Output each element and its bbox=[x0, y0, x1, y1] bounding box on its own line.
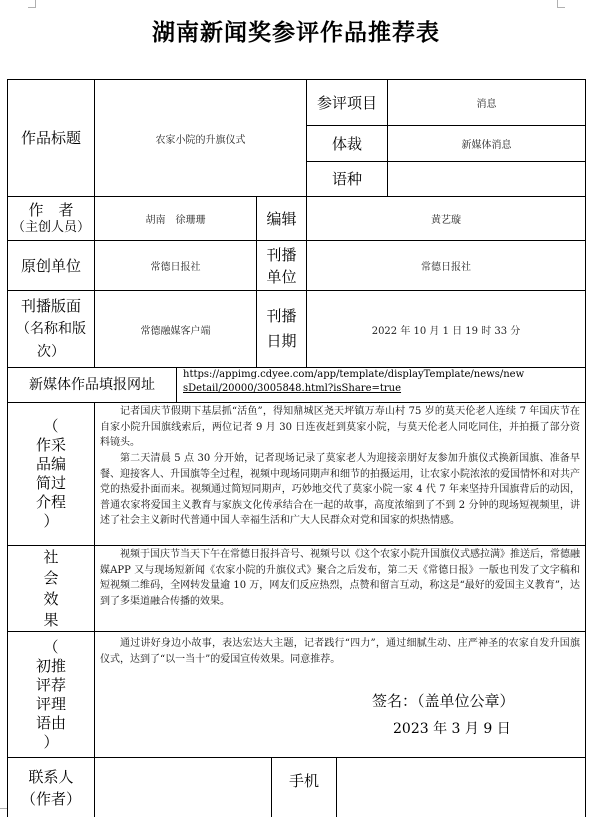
language-value bbox=[388, 162, 585, 196]
author-label-line1: 作 者 bbox=[28, 200, 74, 219]
work-title-value: 农家小院的升旗仪式 bbox=[155, 134, 246, 146]
process-paragraph-2: 第二天清晨 5 点 30 分开始，记者现场记录了莫家老人为迎接亲朋好友参加升旗仪式换新国旗、准备早餐、迎接客人、升国旗等全过程，视频中现场同期声和细节的拍摄运用，让农家小院浓浓的爱国情怀和对共产党的热爱扑面而来。视频通过简短同期声，巧妙地交代了莫家小院一家 4 代 7 年来坚持升国旗背后的动因，普通农家将爱国主义教育与家族文化传承结合在一起的故事，高度浓缩到了不到 2 分钟的现场短视频里，讲述了社会主义新时代普通中国人幸福生活和广大人民群众对党和国家的炽热情感。 bbox=[100, 453, 580, 527]
editor-value: 黄艺璇 bbox=[431, 215, 461, 226]
layout-label-line3: 次） bbox=[37, 343, 65, 360]
publish-unit-label-line1: 刊播 bbox=[266, 245, 297, 264]
process-label-line: 品编 bbox=[35, 455, 66, 473]
genre-value: 新媒体消息 bbox=[461, 140, 512, 151]
language-label: 语种 bbox=[331, 170, 362, 188]
category-value: 消息 bbox=[476, 99, 497, 110]
layout-label-line1: 刊播版面 bbox=[20, 296, 81, 315]
process-label-line: ） bbox=[43, 512, 59, 530]
editor-label: 编辑 bbox=[266, 209, 297, 228]
recommend-label-line: （ bbox=[43, 637, 59, 656]
recommend-paragraph: 通过讲好身边小故事，表达宏达大主题，记者践行“四力”，通过细腻生动、庄严神圣的农家自发升国旗仪式，达到了“以一当十”的爱国宣传效果。同意推荐。 bbox=[100, 638, 580, 665]
process-label-line: 介程 bbox=[35, 493, 66, 511]
original-unit-value: 常德日报社 bbox=[150, 262, 201, 273]
author-label bbox=[8, 197, 94, 240]
publish-date-label-line2: 日期 bbox=[266, 332, 297, 350]
url-line1[interactable]: https://appimg.cdyee.com/app/template/displayTemplate/news/new bbox=[183, 369, 525, 380]
publish-date-value: 2022 年 10 月 1 日 19 时 33 分 bbox=[371, 325, 521, 337]
recommend-label-line: 评理 bbox=[35, 694, 66, 713]
url-line2[interactable]: sDetail/20000/3005848.html?isShare=true bbox=[183, 383, 402, 394]
contact-label bbox=[8, 758, 94, 817]
publish-date-label bbox=[257, 291, 306, 367]
effect-label-line: 会 bbox=[43, 568, 59, 587]
category-label: 参评项目 bbox=[316, 93, 377, 112]
layout-value: 常德融媒客户端 bbox=[140, 325, 211, 337]
page-title: 湖南新闻奖参评作品推荐表 bbox=[152, 20, 440, 46]
contact-value bbox=[95, 758, 271, 817]
publish-unit-label bbox=[257, 241, 306, 290]
url-value[interactable] bbox=[177, 368, 585, 402]
url-label: 新媒体作品填报网址 bbox=[29, 377, 155, 393]
effect-label-line: 效 bbox=[43, 589, 59, 608]
phone-label: 手机 bbox=[288, 772, 319, 790]
process-label-line: 作采 bbox=[35, 436, 66, 454]
recommend-label-line: ） bbox=[43, 732, 59, 751]
process-label bbox=[8, 403, 94, 545]
contact-label-line1: 联系人 bbox=[28, 767, 74, 786]
process-label-line: （ bbox=[43, 417, 59, 435]
sign-date: 2023 年 3 月 9 日 bbox=[393, 721, 511, 737]
publish-date-label-line1: 刊播 bbox=[266, 307, 297, 325]
publish-unit-value: 常德日报社 bbox=[421, 262, 471, 273]
genre-label: 体裁 bbox=[331, 134, 362, 153]
effect-label bbox=[8, 546, 94, 631]
signature-line: 签名：（盖单位公章） bbox=[372, 692, 515, 710]
contact-label-line2: （作者） bbox=[20, 789, 81, 808]
work-title-label bbox=[8, 80, 94, 196]
recommend-label bbox=[8, 632, 94, 757]
recommend-label-line: 评荐 bbox=[35, 675, 66, 694]
effect-label-line: 社 bbox=[43, 547, 59, 566]
original-unit-label: 原创单位 bbox=[20, 256, 81, 275]
process-label-line: 简过 bbox=[35, 474, 66, 492]
process-paragraph-1: 记者国庆节假期下基层抓“活鱼”，得知鼎城区尧天坪镇万寿山村 75 岁的莫天伦老人连续 7 年国庆节在自家小院升国旗线索后，两位记者 9 月 30 日连夜赶到莫家小院，与莫天伦老人同吃同住，并拍摄了部分资料镜头。 bbox=[100, 406, 580, 449]
recommend-label-line: 语由 bbox=[35, 713, 66, 732]
publish-unit-label-line2: 单位 bbox=[266, 267, 297, 286]
effect-label-line: 果 bbox=[43, 610, 59, 629]
phone-value bbox=[337, 758, 585, 817]
layout-label-line2: （名称和版 bbox=[16, 320, 86, 337]
table-border-right bbox=[585, 79, 586, 817]
recommend-label-line: 初推 bbox=[35, 656, 66, 675]
rule bbox=[94, 402, 95, 817]
effect-paragraph: 视频于国庆节当天下午在常德日报抖音号、视频号以《这个农家小院升国旗仪式感拉满》推送后，常德融媒APP 又与现场短新闻《农家小院的升旗仪式》聚合之后发布，第二天《常德日报》一版也刊发了文字稿和短视频二维码，全网转发量逾 10 万，网友们反应热烈，点赞和留言互动，称这是“最好的爱国主义教育”，达到了多渠道融合传播的效果。 bbox=[100, 549, 580, 607]
author-label-line2: （主创人员） bbox=[11, 219, 90, 235]
layout-label bbox=[8, 291, 94, 367]
author-value: 胡南 徐珊珊 bbox=[145, 215, 206, 226]
work-title-label-text: 作品标题 bbox=[20, 129, 81, 147]
